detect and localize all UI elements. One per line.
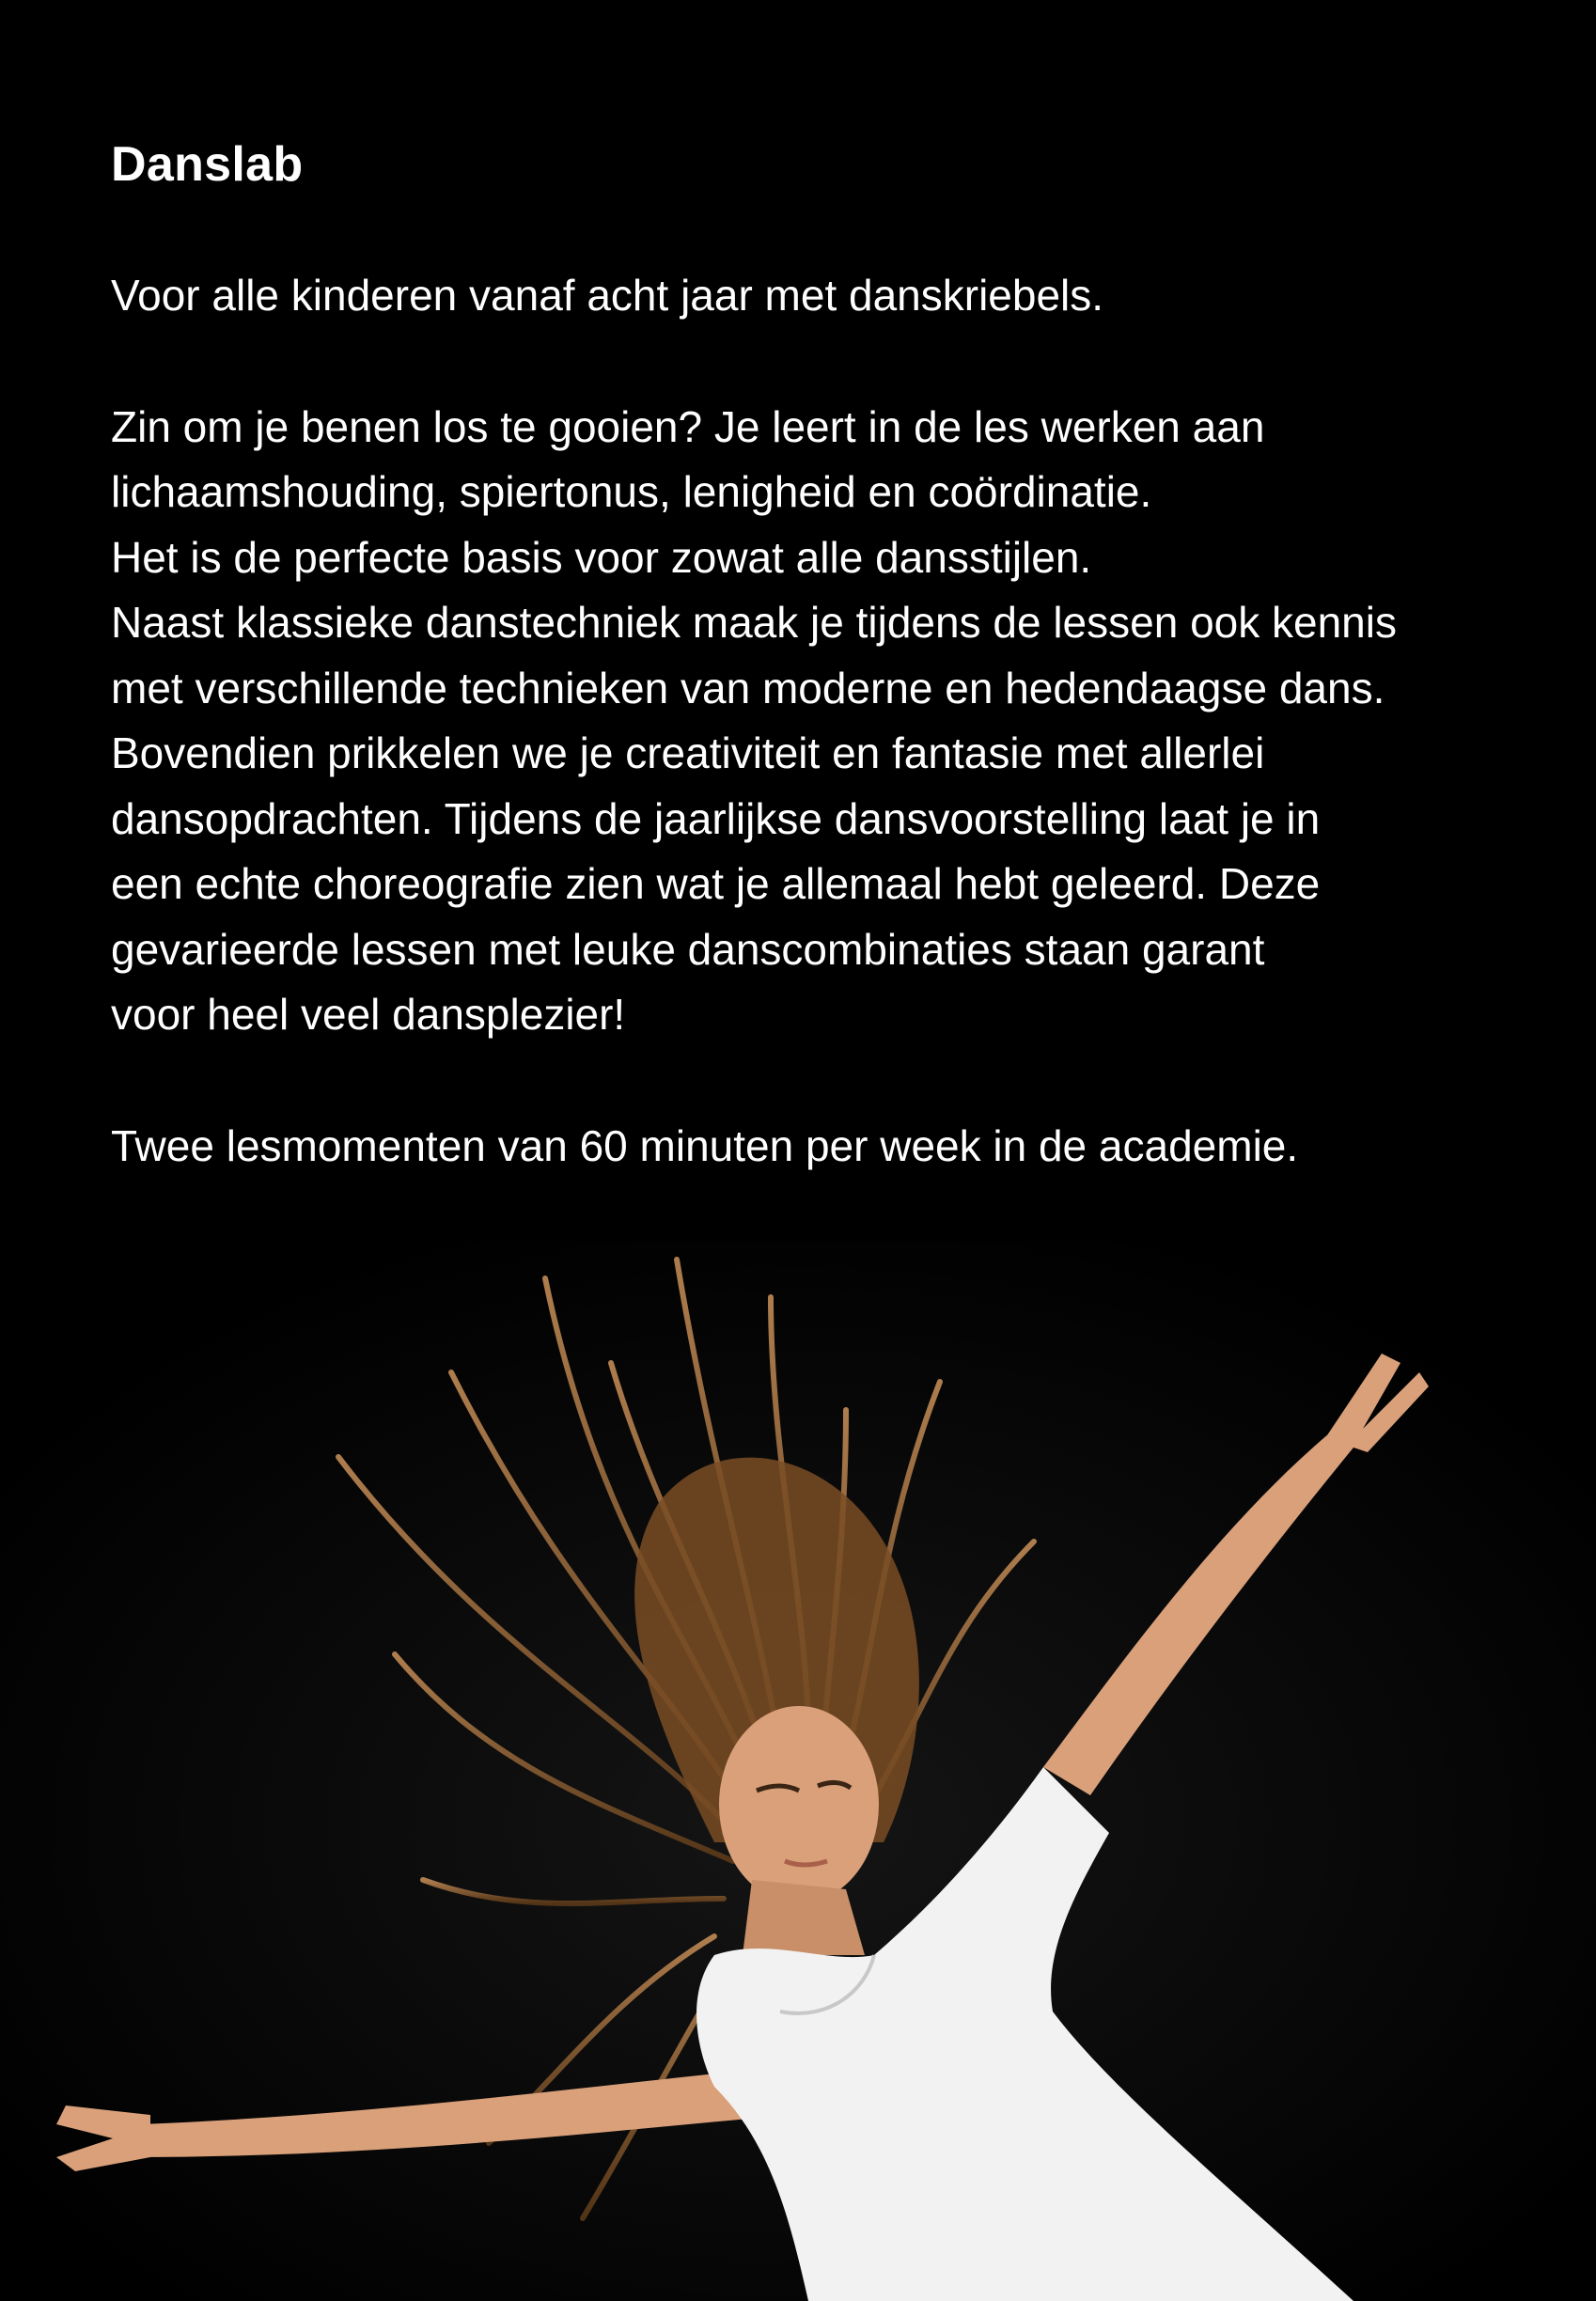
body-paragraph <box>111 395 1502 1048</box>
text-content <box>111 132 1502 1179</box>
intro-text: Voor alle kinderen vanaf acht jaar met danskriebels. <box>111 271 1104 320</box>
body-line: een echte choreografie zien wat je allemaal hebt geleerd. Deze <box>111 859 1321 908</box>
body-line: met verschillende technieken van moderne en hedendaagse dans. <box>111 663 1385 712</box>
body-line: lichaamshouding, spiertonus, lenigheid en coördinatie. <box>111 467 1152 516</box>
spacer <box>111 1048 1502 1114</box>
neck <box>743 1880 865 1955</box>
body-line: Zin om je benen los te gooien? Je leert in de les werken aan <box>111 401 1265 451</box>
body-line: dansopdrachten. Tijdens de jaarlijkse dansvoorstelling laat je in <box>111 793 1321 843</box>
body-line: Bovendien prikkelen we je creativiteit en fantasie met allerlei <box>111 728 1265 777</box>
spacer <box>111 329 1502 395</box>
body-line: voor heel veel dansplezier! <box>111 990 626 1039</box>
face <box>719 1706 879 1903</box>
schedule-text: Twee lesmomenten van 60 minuten per week in de academie. <box>111 1120 1299 1170</box>
body-line: Naast klassieke danstechniek maak je tijdens de lessen ook kennis <box>111 598 1397 647</box>
body-line: gevarieerde lessen met leuke danscombinaties staan garant <box>111 924 1265 974</box>
body-line: Het is de perfecte basis voor zowat alle dansstijlen. <box>111 532 1092 582</box>
dancer-photo <box>0 1241 1596 2301</box>
page-title: Danslab <box>111 137 304 192</box>
